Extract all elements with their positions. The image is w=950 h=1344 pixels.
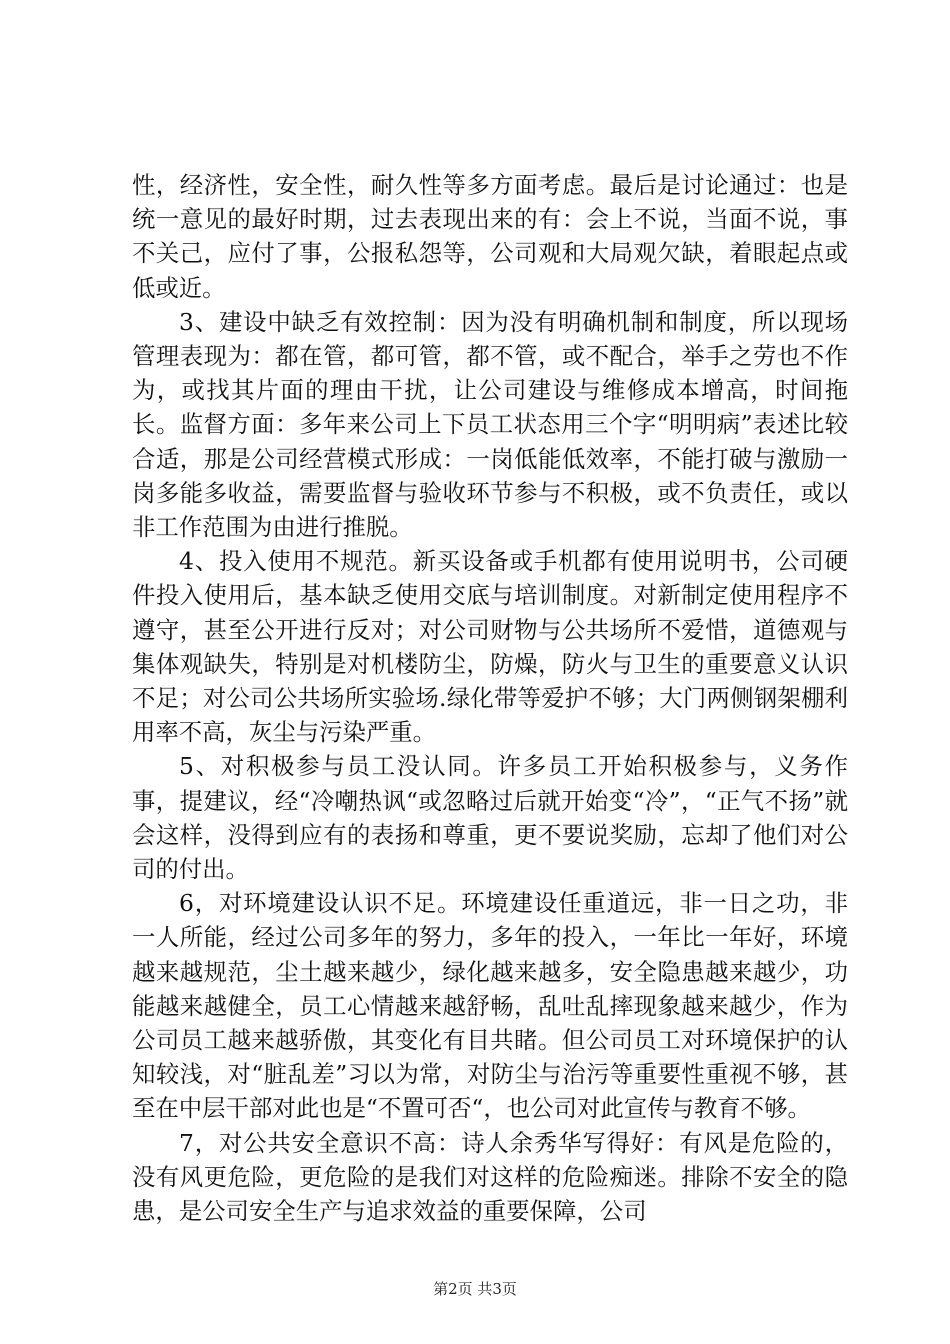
paragraph-item-4: 4、投入使用不规范。新买设备或手机都有使用说明书，公司硬件投入使用后，基本缺乏使用交底与培训制度。对新制定使用程序不遵守，甚至公开进行反对；对公司财物与公共场所不爱惜，道德观与集体观缺失，特别是对机楼防尘，防燥，防火与卫生的重要意义认识不足；对公司公共场所实验场.绿化带等爱护不够；大门两侧钢架棚利用率不高，灰尘与污染严重。 <box>132 547 848 747</box>
paragraph-item-6: 6，对环境建设认识不足。环境建设任重道远，非一日之功，非一人所能，经过公司多年的努力，多年的投入，一年比一年好，环境越来越规范，尘土越来越少，绿化越来越多，安全隐患越来越少，功能越来越健全，员工心情越来越舒畅，乱吐乱摔现象越来越少，作为公司员工越来越骄傲，其变化有目共睹。但公司员工对环境保护的认知较浅，对“脏乱差”习以为常，对防尘与治污等重要性重视不够，甚至在中层干部对此也是“不置可否“，也公司对此宣传与教育不够。 <box>132 889 848 1123</box>
paragraph-continuation: 性，经济性，安全性，耐久性等多方面考虑。最后是讨论通过：也是统一意见的最好时期，过去表现出来的有：会上不说，当面不说，事不关己，应付了事，公报私怨等，公司观和大局观欠缺，着眼起点或低或近。 <box>132 171 848 302</box>
page-number-footer: 第2页 共3页 <box>433 1280 517 1298</box>
paragraph-item-5: 5、对积极参与员工没认同。许多员工开始积极参与，义务作事，提建议，经“冷嘲热讽“或忽略过后就开始变“冷”，“正气不扬”就会这样，没得到应有的表扬和尊重，更不要说奖励，忘却了他们对公司的付出。 <box>132 752 848 884</box>
paragraph-item-7: 7，对公共安全意识不高：诗人余秀华写得好：有风是危险的，没有风更危险，更危险的是我们对这样的危险痴迷。排除不安全的隐患，是公司安全生产与追求效益的重要保障，公司 <box>132 1128 848 1226</box>
document-body <box>132 168 848 1228</box>
paragraph-item-3: 3、建设中缺乏有效控制：因为没有明确机制和制度，所以现场管理表现为：都在管，都可管，都不管，或不配合，举手之劳也不作为，或找其片面的理由干扰，让公司建设与维修成本增高，时间拖长。监督方面：多年来公司上下员工状态用三个字“明明病”表述比较合适，那是公司经营模式形成：一岗低能低效率，不能打破与激励一岗多能多收益，需要监督与验收环节参与不积极，或不负责任，或以非工作范围为由进行推脱。 <box>132 307 848 542</box>
